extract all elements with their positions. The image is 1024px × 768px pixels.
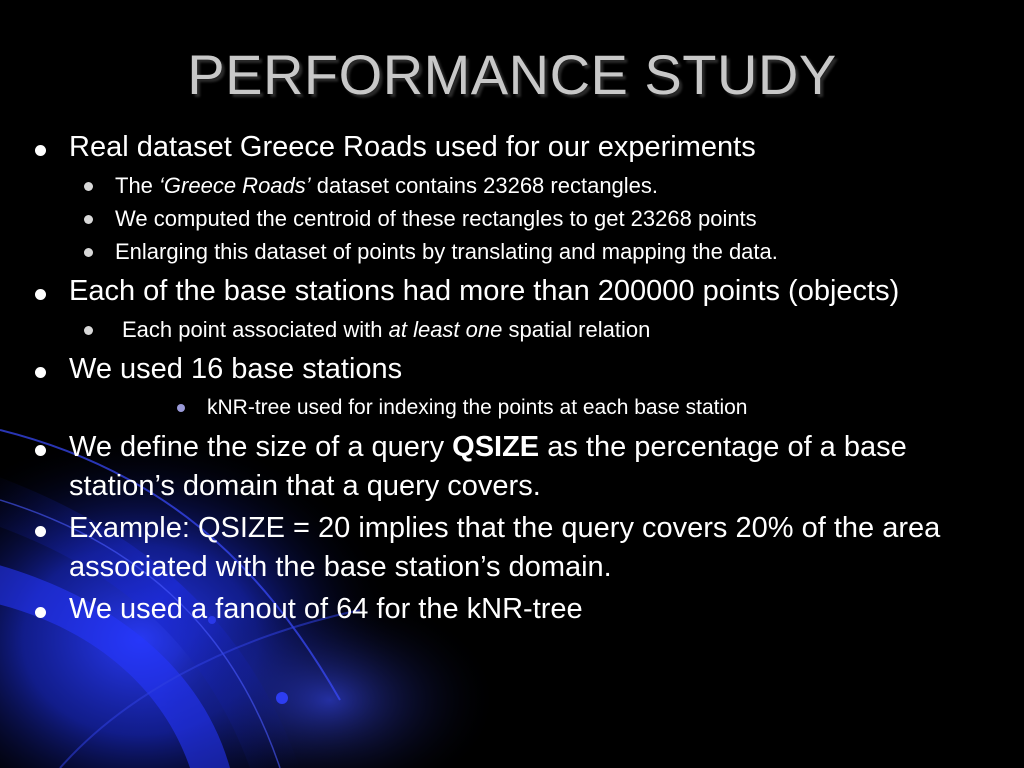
bullet-text: Each of the base stations had more than 200000 points (objects) [69, 275, 900, 307]
bullet-text-bold: QSIZE [452, 431, 540, 463]
slide-title: PERFORMANCE STUDY [187, 43, 837, 106]
bullet-item-16-base-stations [28, 350, 988, 422]
bullet-list [28, 128, 988, 632]
bullet-dot-icon [35, 367, 46, 378]
sub-bullet-text-post: spatial relation [502, 317, 651, 342]
sub-bullet-text: We computed the centroid of these rectangles to get 23268 points [115, 206, 757, 231]
bullet-item-qsize-definition [28, 428, 988, 506]
sub-bullet-item [69, 393, 988, 422]
bullet-item-dataset [28, 128, 988, 266]
sub-bullet-text-post: dataset contains 23268 rectangles. [310, 173, 659, 198]
bullet-dot-icon [84, 248, 93, 257]
sub-bullet-text: kNR-tree used for indexing the points at each base station [207, 396, 748, 419]
bullet-text: We used a fanout of 64 for the kNR-tree [69, 593, 583, 625]
bullet-item-fanout [28, 590, 988, 629]
sub-bullet-text: Enlarging this dataset of points by translating and mapping the data. [115, 239, 778, 264]
bullet-dot-icon [35, 526, 46, 537]
bullet-text-pre: We define the size of a query [69, 431, 453, 463]
bullet-dot-icon [35, 289, 46, 300]
sub-bullet-item [69, 204, 988, 233]
sub-bullet-item [69, 171, 988, 200]
sub-bullet-item [69, 237, 988, 266]
bullet-dot-icon [84, 326, 93, 335]
bullet-dot-icon [35, 445, 46, 456]
bullet-item-qsize-example [28, 509, 988, 587]
bullet-text: Real dataset Greece Roads used for our experiments [69, 131, 756, 163]
sub-bullet-text-pre: Each point associated with [122, 317, 389, 342]
sub-bullet-text-italic: at least one [388, 317, 503, 342]
bullet-dot-icon [177, 404, 185, 412]
sub-bullet-text-italic: ‘Greece Roads’ [159, 173, 311, 198]
bullet-item-base-stations-points [28, 272, 988, 344]
sub-bullet-text-pre: The [115, 173, 160, 198]
bullet-text-post: as the percentage of a base station’s domain that a query covers. [69, 431, 907, 502]
bullet-dot-icon [35, 145, 46, 156]
sub-bullet-item [69, 315, 988, 344]
bullet-dot-icon [84, 215, 93, 224]
bullet-dot-icon [35, 607, 46, 618]
bullet-dot-icon [84, 182, 93, 191]
bullet-text: Example: QSIZE = 20 implies that the query covers 20% of the area associated with the base station’s domain. [69, 512, 941, 583]
bullet-text: We used 16 base stations [69, 353, 403, 385]
